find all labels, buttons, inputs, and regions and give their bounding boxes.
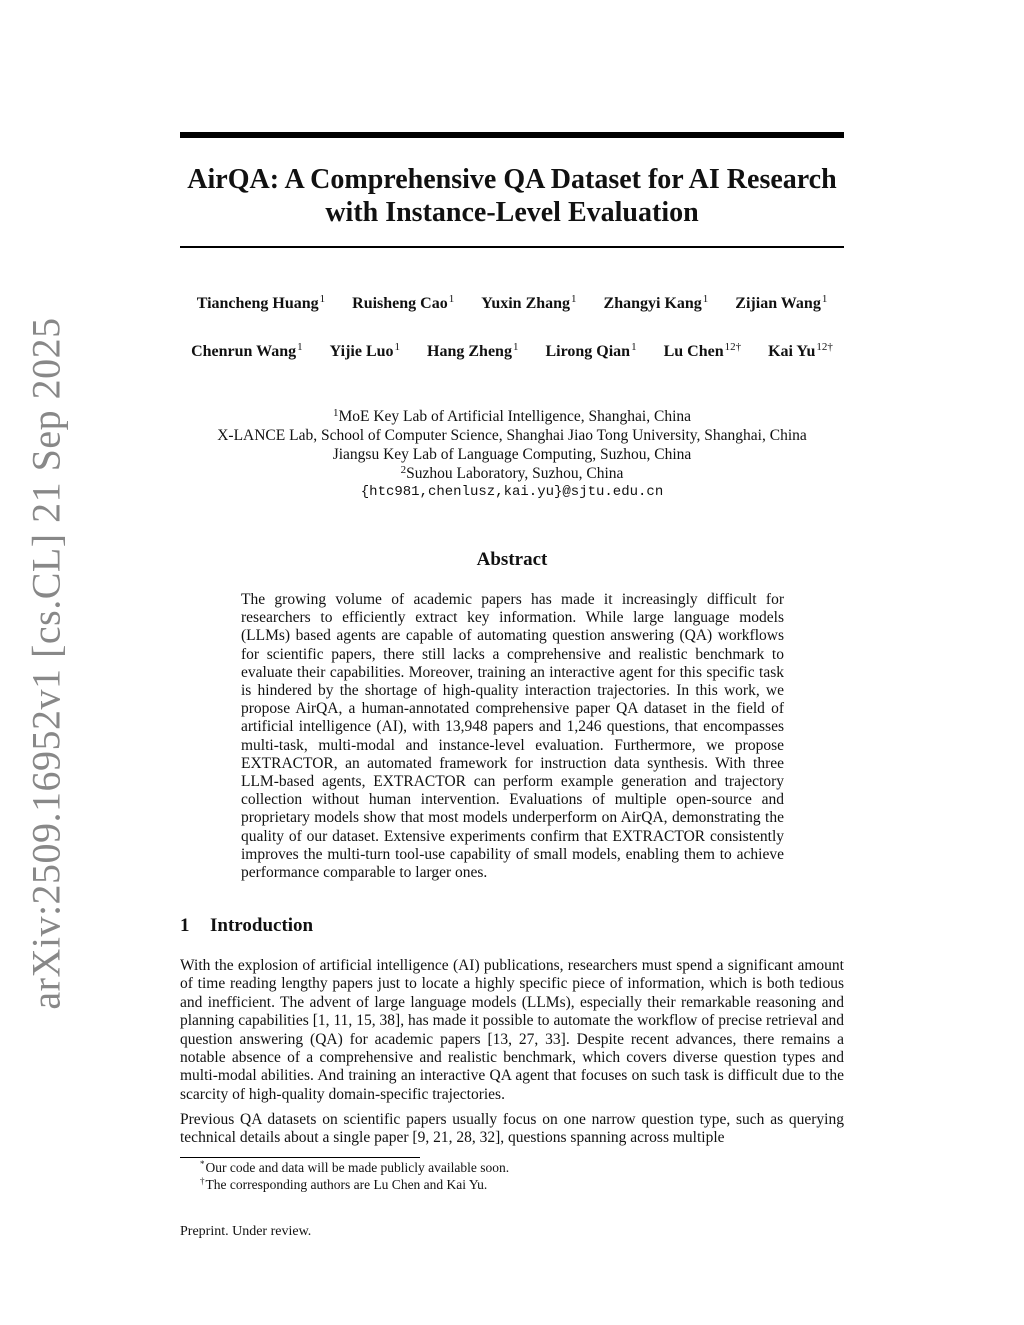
author-name: Yijie Luo$^1$ — [329, 341, 401, 360]
author-affiliation-mark: 1 — [297, 341, 303, 353]
authors-row-1 — [180, 294, 844, 314]
author-name: Kai $Yu^{12\dagger}$ — [768, 341, 833, 360]
author-affiliation-mark: 1 — [394, 341, 401, 353]
author-affiliation-mark: 12† — [816, 341, 833, 353]
author-affiliation-mark: 1 — [702, 293, 709, 305]
author-name: Lu Chen$^{12\dagger}$ — [663, 341, 742, 360]
author-name: Zijian Wang$^1$ — [735, 293, 828, 312]
author-name: Yuxin Zhang$^1$ — [481, 293, 577, 312]
affiliation-line — [180, 464, 844, 483]
author-name: Ruisheng Cao$^1$ — [352, 293, 455, 312]
author-affiliation-mark: 1 — [821, 293, 828, 305]
abstract-body: The growing volume of academic papers has made it increasingly difficult for researchers to efficiently extract key information. While large language models (LLMs) based agents are capable of automating question answering (QA) workflows for scientific papers, there still lacks a comprehensive and realistic benchmark to evaluate their capabilities. Moreover, training an interactive agent for this specific task is hindered by the shortage of high-quality interaction trajectories. In this work, we propose AirQA, a human-annotated comprehensive paper QA dataset in the field of artificial intelligence (AI), with 13,948 papers and 1,246 questions, that encompasses multi-task, multi-modal and instance-level evaluation. Furthermore, we propose EXTRACTOR, an automated framework for instruction data synthesis. With three LLM-based agents, EXTRACTOR can perform example generation and trajectory collection without human intervention. Evaluations of multiple open-source and proprietary models show that most models underperform on AirQA, demonstrating the quality of our dataset. Extensive experiments confirm that EXTRACTOR consistently improves the multi-turn tool-use capability of small models, enabling them to achieve performance comparable to larger ones. — [241, 591, 784, 882]
introduction-paragraph-2: Previous QA datasets on scientific papers usually focus on one narrow question type, such as querying technical details about a single paper [9, 21, 28, 32], questions spanning across multiple — [180, 1111, 844, 1147]
author-affiliation-mark: 1 — [448, 293, 455, 305]
abstract-heading: Abstract — [476, 549, 548, 570]
authors-row-2 — [180, 342, 844, 362]
author-affiliation-mark: 1 — [631, 341, 637, 353]
footnote-rule — [180, 1157, 420, 1158]
paper-title: AirQA: A Comprehensive QA Dataset for AI Research with Instance-Level Evaluation — [187, 164, 837, 228]
title-bottom-rule — [180, 246, 844, 248]
section-title-text: Introduction — [210, 915, 314, 936]
affiliations — [180, 407, 844, 502]
introduction-paragraph-1: With the explosion of artificial intelligence (AI) publications, researchers must spend a significant amount of time reading lengthy papers just to locate a highly specific piece of information, which is both tedious and inefficient. The advent of large language models (LLMs), especially their remarkable reasoning and planning capabilities [1, 11, 15, 38], has made it possible to automate the workflow of precise retrieval and question answering (QA) for academic papers [13, 27, 33]. Despite recent advances, there remains a notable absence of a comprehensive and realistic benchmark, which covers diverse question types and multi-modal abilities. And training an interactive QA agent that focuses on such task is difficult due to the scarcity of high-quality domain-specific trajectories. — [180, 957, 844, 1103]
footnote: †The corresponding authors are Lu Chen and Kai Yu. — [200, 1176, 488, 1192]
arxiv-stamp — [14, 316, 78, 1010]
affiliation-line — [180, 407, 844, 426]
author-affiliation-mark: 1 — [319, 293, 326, 305]
arxiv-stamp-text: arXiv:2509.16952v1 [cs.CL] 21 Sep 2025 — [23, 316, 69, 1010]
affiliation-text: Suzhou Laboratory, Suzhou, China — [406, 465, 624, 482]
section-heading-introduction — [180, 914, 313, 938]
author-affiliation-mark: 1 — [571, 293, 577, 305]
author-name: Chenrun Wang$^1$ — [191, 341, 303, 360]
footnotes — [200, 1159, 840, 1193]
author-name: Lirong Qian$^1$ — [545, 341, 637, 360]
affiliation-mark: 1 — [332, 407, 339, 419]
section-number: 1 — [180, 915, 190, 936]
author-affiliation-mark: 12† — [724, 341, 742, 353]
author-email: {htc981,chenlusz,kai.yu}@sjtu.edu.cn — [360, 484, 664, 500]
affiliation-text: MoE Key Lab of Artificial Intelligence, Shanghai, China — [338, 408, 692, 425]
author-name: Hang Zheng$^1$ — [427, 341, 519, 360]
affiliation-line: Jiangsu Key Lab of Language Computing, Suzhou, China — [332, 446, 692, 463]
author-affiliation-mark: 1 — [512, 341, 519, 353]
affiliation-mark: 2 — [400, 464, 407, 476]
preprint-notice: Preprint. Under review. — [180, 1224, 312, 1239]
author-name: Zhangyi Kang$^1$ — [603, 293, 709, 312]
affiliation-line: X-LANCE Lab, School of Computer Science, Shanghai Jiao Tong University, Shanghai, China — [217, 427, 807, 444]
author-name: Tiancheng Huang$^1$ — [196, 293, 326, 312]
title-top-rule — [180, 132, 844, 138]
footnote: *Our code and data will be made publicly available soon. — [200, 1159, 510, 1175]
